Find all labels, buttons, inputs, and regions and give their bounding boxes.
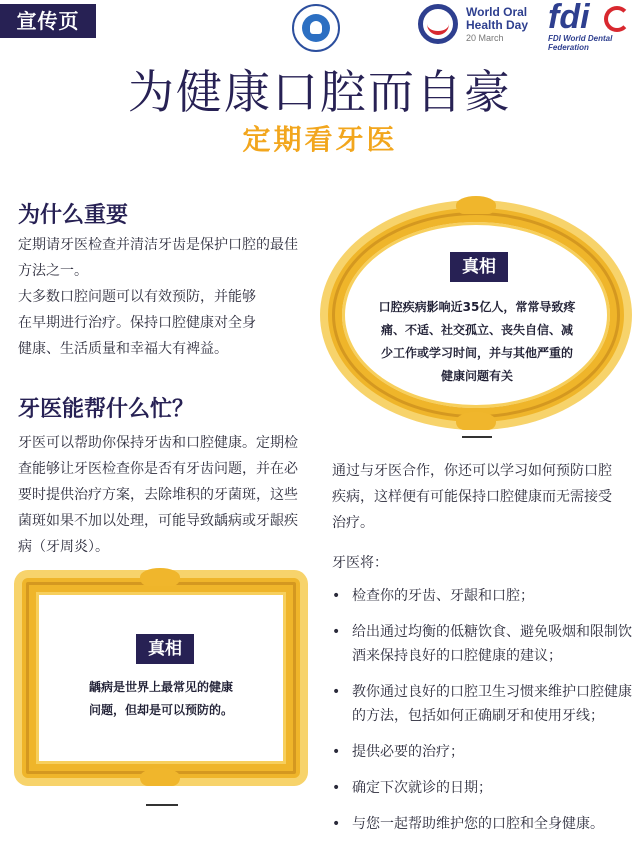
- frame-ornament: [140, 768, 180, 786]
- help-line: 病（牙周炎）。: [18, 539, 109, 555]
- world-oral-health-day-logo: [418, 4, 458, 44]
- tooth-icon: [302, 14, 330, 42]
- fdi-logo: fdi: [548, 0, 590, 36]
- wod-line-2: Health Day: [466, 18, 529, 32]
- wod-line-1: World Oral: [466, 5, 528, 19]
- fact-right-text: [372, 296, 582, 388]
- coop-line: 治疗。: [332, 515, 374, 531]
- page-subtitle: 定期看牙医: [242, 123, 398, 156]
- fact-tag-right: 真相: [450, 252, 508, 282]
- help-line: 牙医可以帮助你保持牙齿和口腔健康。定期检: [18, 435, 298, 451]
- fact-left-text: [66, 676, 256, 722]
- page-title: 为健康口腔而自豪: [128, 65, 512, 119]
- dentist-will-intro: 牙医将：: [332, 555, 388, 571]
- page-tag: 宣传页: [0, 4, 96, 38]
- frame-ornament: [140, 568, 180, 586]
- list-item: • 给出通过均衡的低糖饮食、避免吸烟和限制饮酒来保持良好的口腔健康的建议；: [332, 620, 640, 668]
- why-important-body: [18, 232, 318, 362]
- divider: [462, 436, 492, 438]
- fact-line: 问题，但却是可以预防的。: [88, 703, 233, 717]
- why-line: 方法之一。: [18, 263, 88, 279]
- world-oral-health-day-text: [466, 6, 528, 45]
- list-item: • 与您一起帮助维护您的口腔和全身健康。: [332, 812, 640, 836]
- list-item: • 检查你的牙齿、牙龈和口腔；: [332, 584, 640, 608]
- why-line: 在早期进行治疗。保持口腔健康对全身: [18, 315, 256, 331]
- frame-ornament: [456, 412, 496, 430]
- fact-line: 健康问题有关: [440, 369, 513, 383]
- dentist-will-list: [332, 584, 640, 848]
- fact-line: 口腔疾病影响近35亿人，常常导致疼: [378, 300, 576, 314]
- help-line: 菌斑如果不加以处理，可能导致龋病或牙龈疾: [18, 513, 298, 529]
- fdi-ring-icon: [604, 6, 630, 32]
- fact-tag-left: 真相: [136, 634, 194, 664]
- divider: [146, 804, 178, 806]
- why-line: 定期请牙医检查并清洁牙齿是保护口腔的最佳: [18, 237, 298, 253]
- how-help-heading: 牙医能帮什么忙？: [18, 397, 195, 422]
- fact-line: 少工作或学习时间，并与其他严重的: [380, 346, 573, 360]
- why-line: 健康、生活质量和幸福大有裨益。: [18, 341, 228, 357]
- help-line: 查能够让牙医检查你是否有牙齿问题，并在必: [18, 461, 298, 477]
- coop-line: 疾病，这样便有可能保持口腔健康而无需接受: [332, 489, 612, 505]
- dental-association-logo: [292, 4, 340, 52]
- list-item: • 提供必要的治疗；: [332, 740, 640, 764]
- fact-line: 龋病是世界上最常见的健康: [88, 680, 233, 694]
- fdi-subtitle: FDI World Dental Federation: [548, 34, 613, 52]
- list-item: • 确定下次就诊的日期；: [332, 776, 640, 800]
- why-important-heading: 为什么重要: [18, 203, 129, 228]
- how-help-body: [18, 430, 318, 560]
- frame-ornament: [456, 196, 496, 214]
- wod-date: 20 March: [466, 33, 504, 43]
- list-item: • 教你通过良好的口腔卫生习惯来维护口腔健康的方法，包括如何正确刷牙和使用牙线；: [332, 680, 640, 728]
- why-line: 大多数口腔问题可以有效预防，并能够: [18, 289, 256, 305]
- coop-line: 通过与牙医合作，你还可以学习如何预防口腔: [332, 463, 612, 479]
- cooperation-body: [332, 458, 632, 536]
- help-line: 要时提供治疗方案，去除堆积的牙菌斑，这些: [18, 487, 298, 503]
- fact-line: 痛、不适、社交孤立、丧失自信、减: [380, 323, 573, 337]
